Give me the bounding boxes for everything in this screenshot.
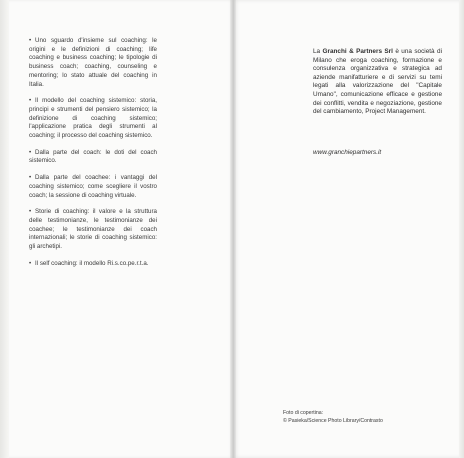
list-item [29, 174, 157, 200]
list-item [29, 208, 157, 252]
bullet-icon: • [29, 208, 32, 216]
book-gutter [230, 0, 236, 458]
credit-label: Foto di copertina: [283, 410, 324, 416]
list-item-text: Dalla parte del coach: le doti del coach sistemico. [29, 148, 157, 165]
bullet-icon: • [29, 259, 32, 267]
publisher-website: www.granchiepartners.it [313, 149, 382, 156]
publisher-text: è una società di Milano che eroga coaching, formazione e consulenza organizzativa e strategica ad aziende manifatturiere e di servizi su temi legati alla valorizzazione del "Capitale Umano", comunicazione efficace e gestione dei conflitti, vendita e negoziazione, gestione del cambiamento, Project Management. [313, 48, 442, 116]
bullet-icon: • [29, 174, 32, 182]
cover-photo-credit [283, 410, 453, 425]
list-item [29, 149, 157, 166]
list-item-text: Il modello del coaching sistemico: storia, principi e strumenti del pensiero sistemico; la definizione di coaching sistemico; l'applicazione pratica degli strumenti al coaching; il processo del coaching sistemico. [29, 97, 157, 140]
page-stack-left-edge [0, 0, 9, 458]
list-item-text: Dalla parte del coachee: i vantaggi del coaching sistemico; come scegliere il vostro coach; la sessione di coaching virtuale. [29, 174, 157, 199]
publisher-description [313, 48, 442, 117]
page-stack-right-edge [459, 0, 464, 458]
list-item [29, 97, 157, 141]
list-item [29, 260, 157, 269]
bullet-icon: • [29, 97, 32, 105]
list-item-text: Uno sguardo d'insieme sul coaching: le origini e le definizioni di coaching; life coaching e business coaching; le tipologie di business coach; coaching, counseling e mentoring; lo stato attuale del coaching in Italia. [29, 37, 157, 88]
list-item-text: Storie di coaching: il valore e la struttura delle testimonianze, le testimonianze dei coachee; le testimonianze dei coach internazionali; le storie di coaching sistemico: gli archetipi. [29, 208, 157, 251]
contents-list [29, 37, 157, 276]
publisher-name: Granchi & Partners Srl [322, 48, 393, 55]
credit-value: © Pasieka/Science Photo Library/Contrasto [283, 417, 383, 424]
list-item-text: Il self coaching: il modello Ri.s.co.pe.r.t.a. [35, 259, 149, 267]
bullet-icon: • [29, 37, 32, 44]
bullet-icon: • [29, 148, 32, 156]
list-item [29, 37, 157, 89]
publisher-intro: La [313, 48, 321, 55]
